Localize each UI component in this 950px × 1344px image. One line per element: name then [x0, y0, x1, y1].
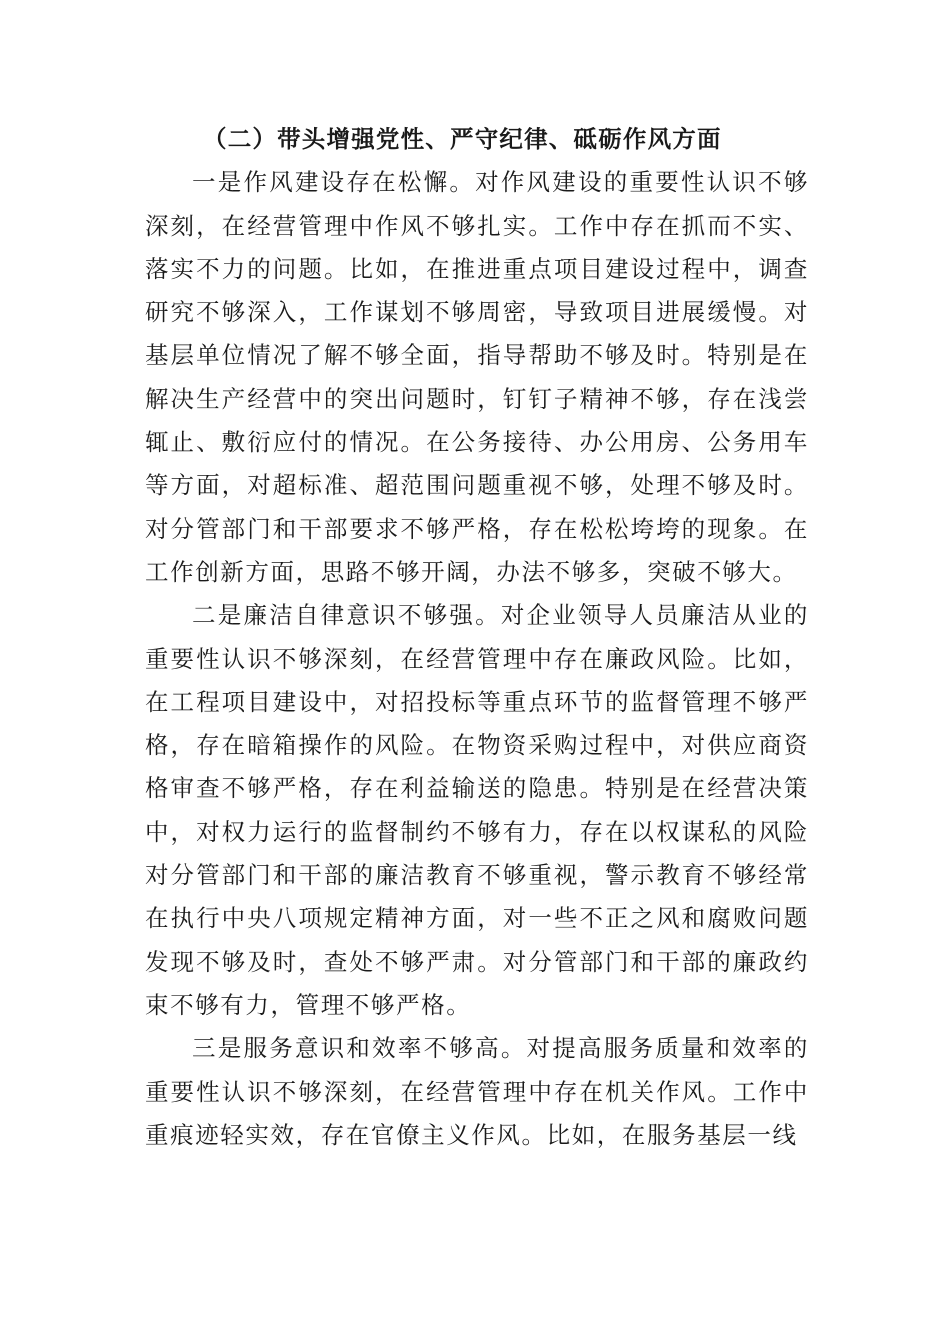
paragraph-style-issues: 一是作风建设存在松懈。对作风建设的重要性认识不够深刻，在经营管理中作风不够扎实。工作中存在抓而不实、落实不力的问题。比如，在推进重点项目建设过程中，调查研究不够深入，工作谋划不够周密，导致项目进展缓慢。对基层单位情况了解不够全面，指导帮助不够及时。特别是在解决生产经营中的突出问题时，钉钉子精神不够，存在浅尝辄止、敷衍应付的情况。在公务接待、办公用房、公务用车等方面，对超标准、超范围问题重视不够，处理不够及时。对分管部门和干部要求不够严格，存在松松垮垮的现象。在工作创新方面，思路不够开阔，办法不够多，突破不够大。: [145, 168, 809, 586]
document-body: [145, 118, 809, 1157]
section-heading: （二）带头增强党性、严守纪律、砥砺作风方面: [203, 125, 722, 153]
paragraph-service-issues: 三是服务意识和效率不够高。对提高服务质量和效率的重要性认识不够深刻，在经营管理中存在机关作风。工作中重痕迹轻实效，存在官僚主义作风。比如，在服务基层一线: [145, 1034, 809, 1149]
paragraph-integrity-issues: 二是廉洁自律意识不够强。对企业领导人员廉洁从业的重要性认识不够深刻，在经营管理中存在廉政风险。比如，在工程项目建设中，对招投标等重点环节的监督管理不够严格，存在暗箱操作的风险。在物资采购过程中，对供应商资格审查不够严格，存在利益输送的隐患。特别是在经营决策中，对权力运行的监督制约不够有力，存在以权谋私的风险对分管部门和干部的廉洁教育不够重视，警示教育不够经常在执行中央八项规定精神方面，对一些不正之风和腐败问题发现不够及时，查处不够严肃。对分管部门和干部的廉政约束不够有力，管理不够严格。: [145, 601, 809, 1019]
